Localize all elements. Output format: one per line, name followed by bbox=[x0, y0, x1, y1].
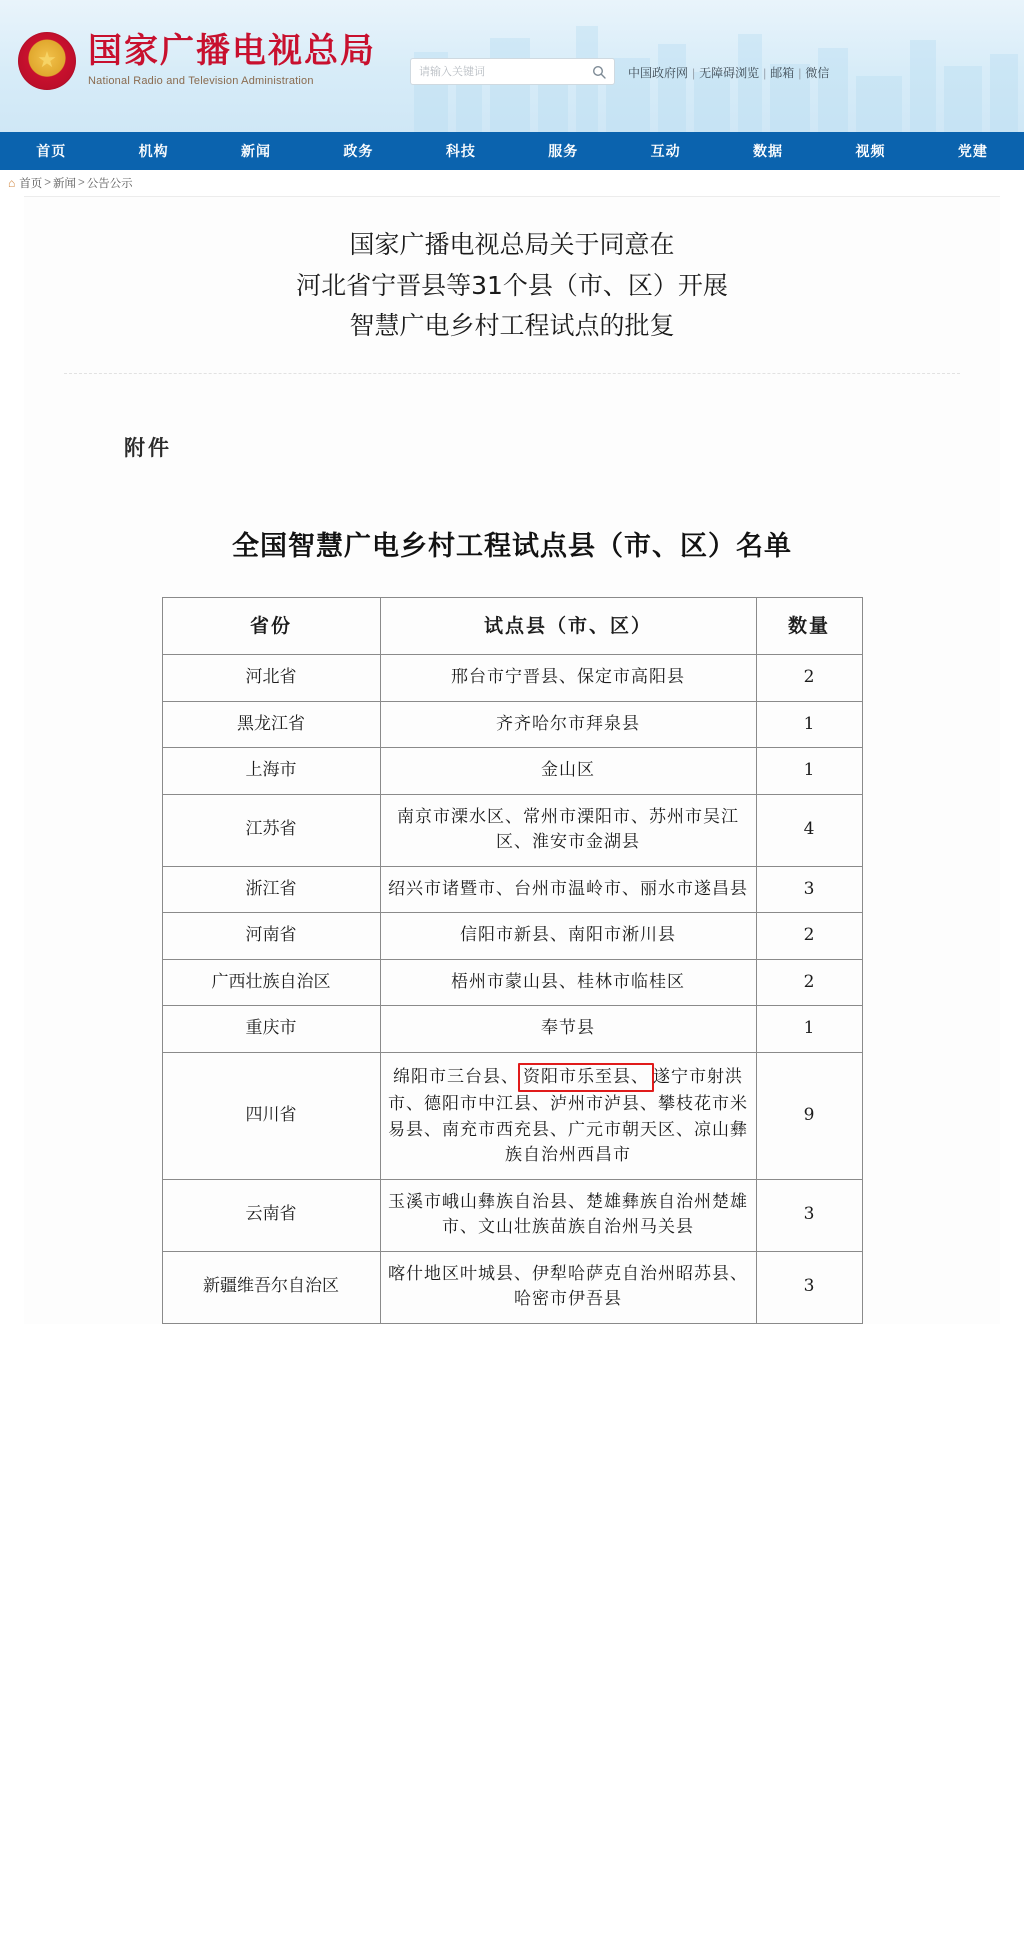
cell-province: 河南省 bbox=[162, 913, 380, 960]
cell-province: 江苏省 bbox=[162, 794, 380, 866]
cell-province: 云南省 bbox=[162, 1179, 380, 1251]
cell-count: 4 bbox=[756, 794, 862, 866]
cell-counties: 喀什地区叶城县、伊犁哈萨克自治州昭苏县、哈密市伊吾县 bbox=[380, 1251, 756, 1323]
breadcrumb-separator-1: > bbox=[44, 177, 51, 189]
table-row bbox=[162, 748, 862, 795]
breadcrumb-item-news[interactable]: 新闻 bbox=[52, 178, 76, 190]
cell-province: 广西壮族自治区 bbox=[162, 959, 380, 1006]
breadcrumb-item-home[interactable]: 首页 bbox=[19, 178, 43, 190]
table-row bbox=[162, 794, 862, 866]
link-gov-portal[interactable]: 中国政府网 bbox=[628, 66, 689, 80]
nav-item-technology[interactable]: 科技 bbox=[445, 143, 476, 159]
cell-count: 1 bbox=[756, 748, 862, 795]
brand-title-cn: 国家广播电视总局 bbox=[88, 31, 376, 72]
cell-count: 1 bbox=[756, 701, 862, 748]
cell-counties: 玉溪市峨山彝族自治县、楚雄彝族自治州楚雄市、文山壮族苗族自治州马关县 bbox=[380, 1179, 756, 1251]
table-row bbox=[162, 866, 862, 913]
cell-counties: 邢台市宁晋县、保定市高阳县 bbox=[380, 655, 756, 702]
link-accessibility[interactable]: 无障碍浏览 bbox=[699, 66, 760, 80]
brand-title-en: National Radio and Television Administration bbox=[88, 75, 314, 88]
cell-counties: 金山区 bbox=[380, 748, 756, 795]
search-input[interactable] bbox=[411, 59, 584, 84]
cell-counties: 齐齐哈尔市拜泉县 bbox=[380, 701, 756, 748]
attachment-label: 附件 bbox=[124, 434, 172, 460]
column-header-province: 省份 bbox=[162, 597, 380, 655]
header-quick-links bbox=[628, 64, 829, 81]
table-row-sichuan bbox=[162, 1052, 862, 1179]
page-title-line-1: 国家广播电视总局关于同意在 bbox=[349, 230, 675, 259]
table-title: 全国智慧广电乡村工程试点县（市、区）名单 bbox=[232, 530, 792, 562]
link-wechat[interactable]: 微信 bbox=[805, 66, 830, 80]
link-separator-3: | bbox=[798, 66, 802, 80]
nav-item-home[interactable]: 首页 bbox=[36, 143, 67, 159]
brand-text bbox=[88, 31, 376, 88]
link-separator-1: | bbox=[692, 66, 696, 80]
highlight-box-ziyang-lezhi: 资阳市乐至县、 bbox=[518, 1063, 654, 1093]
cell-province: 黑龙江省 bbox=[162, 701, 380, 748]
table-row bbox=[162, 655, 862, 702]
nav-item-interaction[interactable]: 互动 bbox=[650, 143, 681, 159]
link-separator-2: | bbox=[763, 66, 767, 80]
cell-province: 重庆市 bbox=[162, 1006, 380, 1053]
nav-item-data[interactable]: 数据 bbox=[753, 143, 784, 159]
page-title bbox=[64, 225, 960, 374]
cell-province: 河北省 bbox=[162, 655, 380, 702]
nav-item-organization[interactable]: 机构 bbox=[138, 143, 169, 159]
counties-text-before: 绵阳市三台县、 bbox=[393, 1066, 519, 1087]
link-mail[interactable]: 邮箱 bbox=[770, 66, 795, 80]
cell-count: 3 bbox=[756, 866, 862, 913]
breadcrumb-item-announcements[interactable]: 公告公示 bbox=[86, 178, 133, 190]
cell-count: 3 bbox=[756, 1179, 862, 1251]
cell-counties: 南京市溧水区、常州市溧阳市、苏州市吴江区、淮安市金湖县 bbox=[380, 794, 756, 866]
cell-province: 上海市 bbox=[162, 748, 380, 795]
table-row bbox=[162, 913, 862, 960]
nav-item-party-building[interactable]: 党建 bbox=[957, 143, 988, 159]
table-row bbox=[162, 1179, 862, 1251]
cell-counties-sichuan bbox=[380, 1052, 756, 1179]
site-header bbox=[0, 0, 1024, 132]
pilot-counties-table bbox=[162, 597, 863, 1324]
cell-count: 2 bbox=[756, 959, 862, 1006]
search-box[interactable] bbox=[410, 58, 615, 85]
cell-counties: 梧州市蒙山县、桂林市临桂区 bbox=[380, 959, 756, 1006]
nav-item-news[interactable]: 新闻 bbox=[241, 143, 272, 159]
counties-text-after: 遂宁市射洪市、德阳市中江县、泸州市泸县、攀枝花市米易县、南充市西充县、广元市朝天区、凉山彝族自治州西昌市 bbox=[388, 1066, 748, 1165]
table-header-row bbox=[162, 597, 862, 655]
nav-item-affairs[interactable]: 政务 bbox=[343, 143, 374, 159]
column-header-count: 数量 bbox=[756, 597, 862, 655]
cell-count: 1 bbox=[756, 1006, 862, 1053]
cell-count: 3 bbox=[756, 1251, 862, 1323]
cell-counties: 信阳市新县、南阳市淅川县 bbox=[380, 913, 756, 960]
national-emblem-icon bbox=[18, 32, 76, 90]
breadcrumb-separator-2: > bbox=[77, 177, 85, 189]
cell-counties: 绍兴市诸暨市、台州市温岭市、丽水市遂昌县 bbox=[380, 866, 756, 913]
table-row bbox=[162, 1251, 862, 1323]
search-icon[interactable] bbox=[584, 59, 614, 84]
page-title-line-3: 智慧广电乡村工程试点的批复 bbox=[349, 311, 675, 340]
cell-province: 四川省 bbox=[162, 1052, 380, 1179]
breadcrumb bbox=[0, 170, 1024, 196]
cell-count: 9 bbox=[756, 1052, 862, 1179]
article-body bbox=[24, 196, 1000, 1324]
cell-count: 2 bbox=[756, 913, 862, 960]
home-icon: ⌂ bbox=[8, 176, 16, 190]
table-row bbox=[162, 959, 862, 1006]
site-brand[interactable] bbox=[18, 32, 376, 90]
column-header-counties: 试点县（市、区） bbox=[380, 597, 756, 655]
nav-item-service[interactable]: 服务 bbox=[548, 143, 579, 159]
table-row bbox=[162, 1006, 862, 1053]
cell-province: 浙江省 bbox=[162, 866, 380, 913]
table-row bbox=[162, 701, 862, 748]
cell-count: 2 bbox=[756, 655, 862, 702]
cell-counties: 奉节县 bbox=[380, 1006, 756, 1053]
cell-province: 新疆维吾尔自治区 bbox=[162, 1251, 380, 1323]
nav-item-video[interactable]: 视频 bbox=[855, 143, 886, 159]
main-navigation bbox=[0, 132, 1024, 170]
page-title-line-2: 河北省宁晋县等31个县（市、区）开展 bbox=[296, 270, 728, 300]
